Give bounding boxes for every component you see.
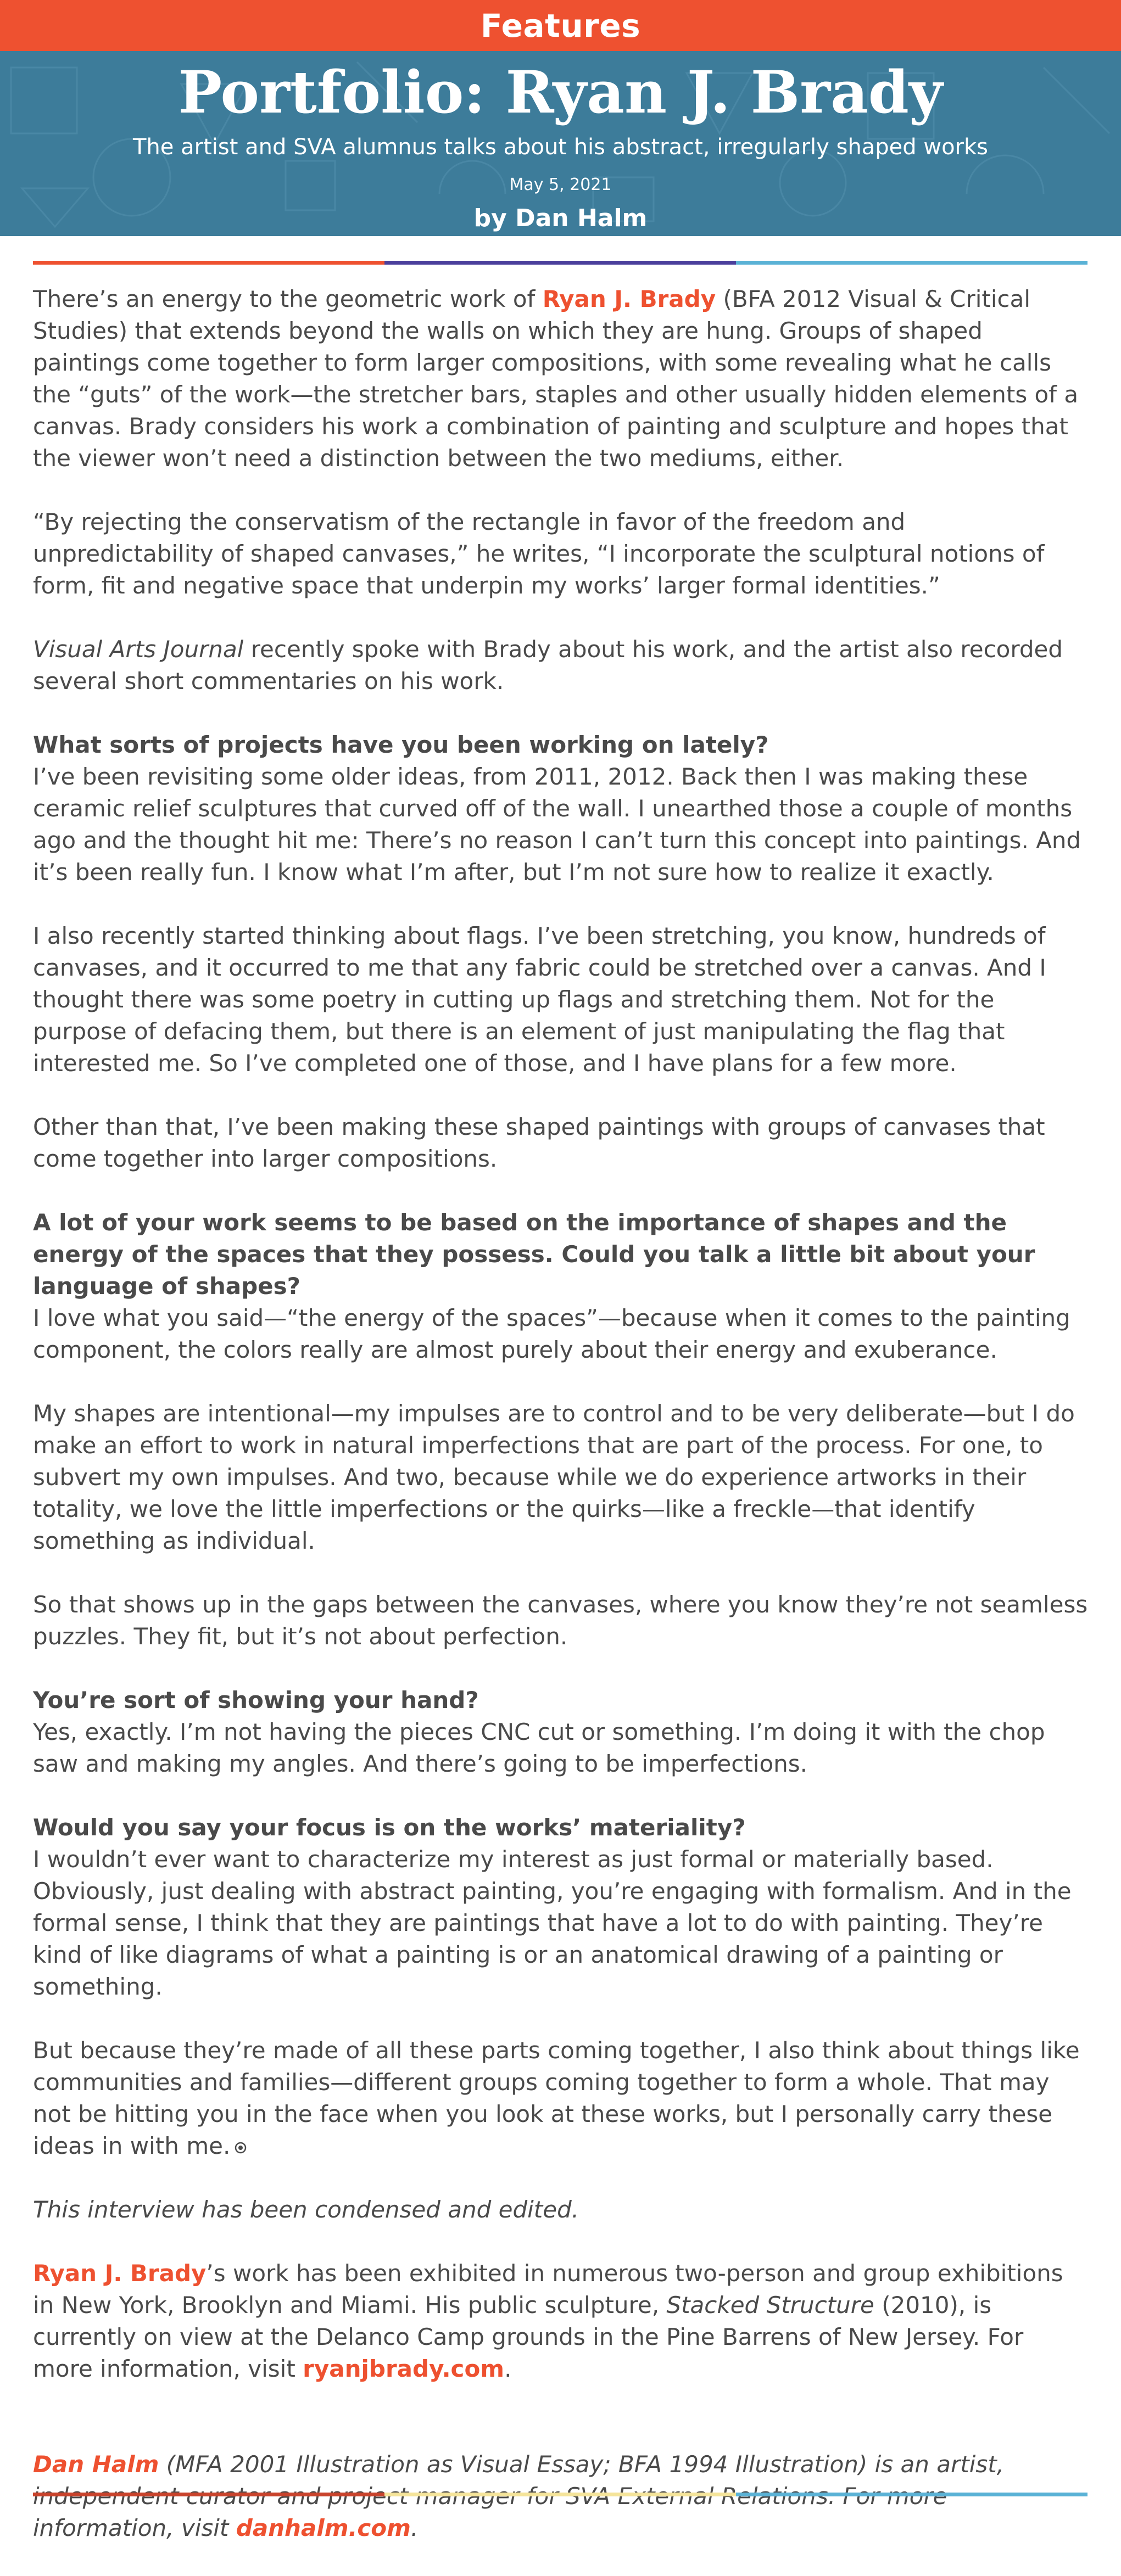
text: (BFA 2012 Visual & Critical Studies) that extends beyond the walls on which they are hung. Groups of shaped paintings come together to form larger compositions, with some revealing what he calls the “guts” of the work—the stretcher bars, staples and other usually hidden elements of a canvas. Brady considers his work a combination of painting and sculpture and hopes that the viewer won’t need a distinction between the two mediums, either.	[33, 285, 1079, 472]
interview-question: You’re sort of showing your hand?	[33, 1687, 479, 1713]
byline: by Dan Halm	[473, 204, 648, 232]
text: recently spoke with Brady about his work, and the artist also recorded several short commentaries on his work.	[33, 636, 1063, 695]
divider-segment-blue	[736, 261, 1087, 265]
author-website-link[interactable]: danhalm.com	[236, 2515, 411, 2541]
divider-segment-purple	[384, 261, 736, 265]
divider-segment-yellow	[384, 2493, 736, 2496]
divider-bottom	[33, 2493, 1087, 2496]
section-banner	[0, 0, 1121, 51]
interview-answer: Yes, exactly. I’m not having the pieces CNC cut or something. I’m doing it with the chop saw and making my angles. And there’s going to be imperfections.	[33, 1718, 1045, 1777]
artist-bio	[33, 2258, 1088, 2385]
divider-top	[33, 261, 1087, 265]
end-of-article-mark-icon	[235, 2142, 247, 2154]
interview-question: Would you say your focus is on the works’ materiality?	[33, 1814, 746, 1841]
text: (2010), is currently on view at the Delanco Camp grounds in the Pine Barrens of New Jersey. For more information, visit	[33, 2292, 1024, 2382]
artist-link[interactable]: Ryan J. Brady	[542, 285, 716, 312]
divider-segment-red	[33, 2493, 384, 2496]
author-bio-link[interactable]: Dan Halm	[33, 2451, 159, 2478]
divider-segment-blue	[736, 2493, 1087, 2496]
page-title: Portfolio: Ryan J. Brady	[178, 58, 943, 126]
interview-answer: My shapes are intentional—my impulses are to control and to be very deliberate—but I do make an effort to work in natural imperfections that are part of the process. For one, to subvert my own impulses. And two, because while we do experience artworks in their totality, we love the little imperfections or the quirks—like a freckle—that identify something as individual.	[33, 1400, 1075, 1554]
interview-answer	[33, 2035, 1088, 2162]
text: But because they’re made of all these parts coming together, I also think about things like communities and families—different groups coming together to form a whole. That may not be hitting you in the face when you look at these works, but I personally carry these ideas in with me.	[33, 2037, 1080, 2159]
author-bio	[33, 2449, 1088, 2544]
paragraph: “By rejecting the conservatism of the rectangle in favor of the freedom and unpredictability of shaped canvases,” he writes, “I incorporate the sculptural notions of form, fit and negative space that underpin my works’ larger formal identities.”	[33, 508, 1045, 599]
interview-answer: I wouldn’t ever want to characterize my interest as just formal or materially based. Obviously, just dealing with abstract painting, you’re engaging with formalism. And in the formal sense, I think that they are paintings that have a lot to do with painting. They’re kind of like diagrams of what a painting is or an anatomical drawing of a painting or something.	[33, 1846, 1072, 2000]
artwork-title: Stacked Structure	[666, 2292, 874, 2319]
interview-answer: So that shows up in the gaps between the canvases, where you know they’re not seamless puzzles. They fit, but it’s not about perfection.	[33, 1591, 1088, 1650]
interview-answer: Other than that, I’ve been making these shaped paintings with groups of canvases that come together into larger compositions.	[33, 1113, 1045, 1172]
interview-answer: I love what you said—“the energy of the spaces”—because when it comes to the painting component, the colors really are almost purely about their energy and exuberance.	[33, 1304, 1070, 1363]
publish-date: May 5, 2021	[509, 175, 612, 194]
page-subtitle: The artist and SVA alumnus talks about his abstract, irregularly shaped works	[133, 135, 988, 160]
interview-answer: I’ve been revisiting some older ideas, from 2011, 2012. Back then I was making these ceramic relief sculptures that curved off of the wall. I unearthed those a couple of months ago and the thought hit me: There’s no reason I can’t turn this concept into paintings. And it’s been really fun. I know what I’m after, but I’m not sure how to realize it exactly.	[33, 763, 1081, 886]
article-header	[0, 51, 1121, 236]
section-label: Features	[480, 7, 641, 44]
interview-question: A lot of your work seems to be based on the importance of shapes and the energy of the spaces that they possess. Could you talk a little bit about your language of shapes?	[33, 1209, 1035, 1300]
text: This interview has been condensed and edited.	[33, 2196, 579, 2223]
text: (MFA 2001 Illustration as Visual Essay; BFA 1994 Illustration) is an artist, information, visit	[33, 2451, 1005, 2541]
text: .	[504, 2355, 512, 2382]
artist-bio-link[interactable]: Ryan J. Brady	[33, 2260, 207, 2287]
interview-question: What sorts of projects have you been working on lately?	[33, 731, 769, 758]
paragraph	[33, 283, 1088, 474]
editor-note	[33, 2194, 1088, 2226]
text: .	[410, 2515, 419, 2541]
text: There’s an energy to the geometric work of	[33, 285, 543, 312]
text: ’s work has been exhibited in numerous two-person and group exhibitions in New York, Brooklyn and Miami. His public sculpture,	[33, 2260, 1063, 2319]
paragraph	[33, 634, 1088, 697]
interview-answer: I also recently started thinking about flags. I’ve been stretching, you know, hundreds of canvases, and it occurred to me that any fabric could be stretched over a canvas. And I thought there was some poetry in cutting up flags and stretching them. Not for the purpose of defacing them, but there is an element of just manipulating the flag that interested me. So I’ve completed one of those, and I have plans for a few more.	[33, 922, 1046, 1077]
article-body	[33, 283, 1088, 2576]
publication-name: Visual Arts Journal	[33, 636, 244, 663]
artist-website-link[interactable]: ryanjbrady.com	[303, 2355, 505, 2382]
divider-segment-orange	[33, 261, 384, 265]
